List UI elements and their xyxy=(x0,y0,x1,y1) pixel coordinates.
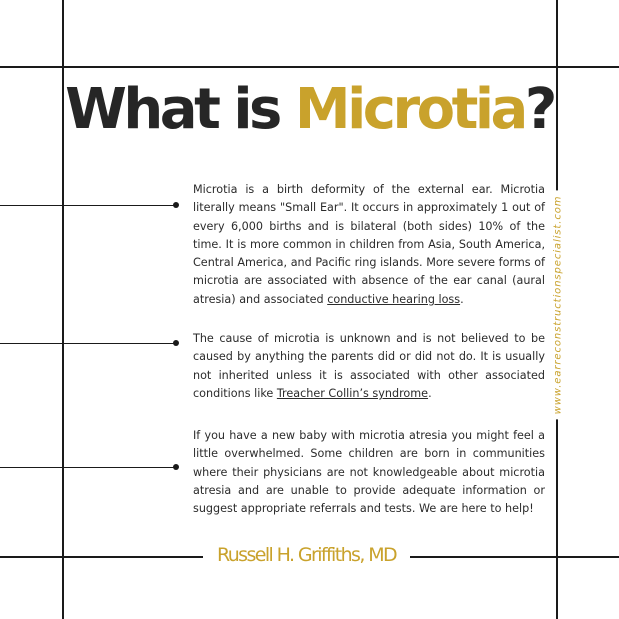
page-title xyxy=(0,77,619,142)
paragraph-connector-2 xyxy=(0,343,176,344)
title-highlight: Microtia xyxy=(294,77,525,142)
conductive-hearing-loss-link[interactable]: conductive hearing loss xyxy=(327,292,461,306)
horizontal-grid-line-top xyxy=(0,66,619,68)
title-suffix: ? xyxy=(524,77,554,142)
website-url: www.earreconstructionspecialist.com xyxy=(553,191,564,420)
paragraph-1-text: Microtia is a birth deformity of the external ear. Microtia literally means "Small Ear". It occurs in approximately 1 out of every 6,000 births and is bilateral (both sides) 10% of the time. It is more common in children from Asia, South America, Central America, and Pacific ring islands. More severe forms of microtia are associated with absence of the ear canal (aural atresia) and associated xyxy=(193,183,545,306)
doctor-signature: Russell H. Griffiths, MD xyxy=(216,544,397,566)
paragraph-1-end: . xyxy=(460,292,464,306)
paragraph-cause xyxy=(193,330,545,403)
paragraph-2-end: . xyxy=(428,386,432,400)
paragraph-definition xyxy=(193,181,545,309)
paragraph-2-text: The cause of microtia is unknown and is not believed to be caused by anything the parents did or did not do. It is usually not inherited unless it is associated with other associated conditions like xyxy=(193,332,545,400)
treacher-collins-link[interactable]: Treacher Collin’s syndrome xyxy=(276,386,429,400)
title-prefix: What is xyxy=(65,77,295,142)
paragraph-connector-1 xyxy=(0,205,176,206)
horizontal-grid-line-bottom-left xyxy=(0,556,203,558)
paragraph-connector-3 xyxy=(0,467,176,468)
paragraph-help: If you have a new baby with microtia atresia you might feel a little overwhelmed. Some children are born in communities where their physicians are not knowledgeable about microtia atresia and are unable to provide adequate information or suggest appropriate referrals and tests. We are here to help! xyxy=(193,429,545,516)
horizontal-grid-line-bottom-right xyxy=(410,556,619,558)
